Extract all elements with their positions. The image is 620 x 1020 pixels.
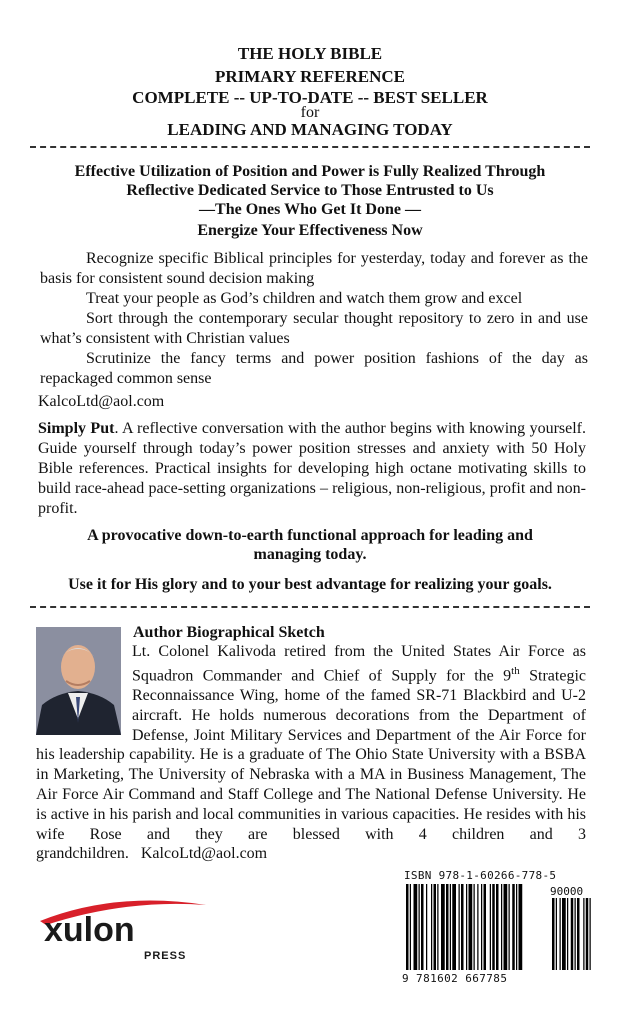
barcode-bar xyxy=(437,884,438,970)
barcode-bar xyxy=(512,884,515,970)
header-line-4: for xyxy=(300,104,320,121)
dashed-divider-top xyxy=(30,146,590,148)
publisher-name: xulon xyxy=(44,911,135,949)
barcode-bar xyxy=(441,884,445,970)
bullet-4: Scrutinize the fancy terms and power position fashions of the day as repackaged common sense xyxy=(40,350,588,387)
barcode-bar xyxy=(501,884,502,970)
tagline-line-1: Effective Utilization of Position and Power is Fully Realized Through xyxy=(74,163,546,180)
barcode-bar xyxy=(477,884,478,970)
simply-put-lead: Simply Put xyxy=(38,420,115,437)
addon-bar xyxy=(562,898,566,970)
header-line-2: PRIMARY REFERENCE xyxy=(214,67,406,86)
energize-heading: Energize Your Effectiveness Now xyxy=(197,222,423,239)
barcode-bar xyxy=(410,884,411,970)
addon-bar xyxy=(590,898,591,970)
barcode-bar xyxy=(431,884,432,970)
barcode-bar xyxy=(484,884,487,970)
barcode-bar xyxy=(452,884,456,970)
addon-bar xyxy=(552,898,555,970)
publisher-sub: PRESS xyxy=(144,950,187,962)
bio-title: Author Biographical Sketch xyxy=(133,624,325,641)
barcode-bar xyxy=(469,884,473,970)
barcode-bar xyxy=(481,884,482,970)
barcode-digits: 9 781602 667785 xyxy=(402,972,508,985)
barcode-bar xyxy=(426,884,427,970)
barcode-bar xyxy=(434,884,437,970)
barcode-bar xyxy=(450,884,451,970)
bullet-1: Recognize specific Biblical principles for yesterday, today and forever as the basis for consistent sound decision making xyxy=(40,250,588,287)
barcode-bar xyxy=(414,884,418,970)
bio-text-part-2: Strategic Reconnaissance Wing, home of the famed SR-71 Blackbird and U-2 aircraft. He holds numerous decorations from the Department of Defense, Joint Military Services and Department of the Air Force for his leadership capability. He is a graduate of The Ohio State University with a BSBA in Marketing, The University of Nebraska with a MA in Business Management, The Air Force Air Command and Staff College and The National Defense University. He is active in his parish and local communities in various capacities. He resides with his wife Rose and they are blessed with 4 children and 3 grandchildren. xyxy=(36,667,586,863)
barcode-bar xyxy=(461,884,464,970)
bullet-2: Treat your people as God’s children and watch them grow and excel xyxy=(86,290,523,307)
barcode-bar xyxy=(496,884,499,970)
glory-statement: Use it for His glory and to your best advantage for realizing your goals. xyxy=(68,576,552,593)
barcode-bar xyxy=(492,884,495,970)
barcode-bar xyxy=(490,884,491,970)
barcode-area xyxy=(398,868,604,1000)
barcode-bar xyxy=(406,884,409,970)
barcode-bar xyxy=(474,884,475,970)
addon-bar xyxy=(575,898,576,970)
barcode-bar xyxy=(516,884,517,970)
barcode-bar xyxy=(419,884,420,970)
addon-bar xyxy=(556,898,557,970)
addon-bar xyxy=(567,898,568,970)
barcode-bar xyxy=(459,884,460,970)
barcode-bar xyxy=(504,884,508,970)
isbn-text: ISBN 978-1-60266-778-5 xyxy=(404,869,557,882)
barcode-bar xyxy=(466,884,467,970)
bullet-3: Sort through the contemporary secular thought repository to zero in and use what’s consistent with Christian values xyxy=(40,310,588,347)
header-line-5: LEADING AND MANAGING TODAY xyxy=(167,120,453,139)
addon-bar xyxy=(583,898,584,970)
addon-bar xyxy=(586,898,589,970)
barcode-bar xyxy=(509,884,510,970)
dashed-divider-bottom xyxy=(30,606,590,608)
addon-bar xyxy=(560,898,561,970)
contact-email[interactable]: KalcoLtd@aol.com xyxy=(38,393,165,410)
tagline-line-3: —The Ones Who Get It Done — xyxy=(199,201,421,218)
simply-put-paragraph xyxy=(38,419,586,519)
bio-text-part-1: Lt. Colonel Kalivoda retired from the United States Air Force as Squadron Commander and Chief of Supply for the 9 xyxy=(132,643,586,685)
tagline-line-2: Reflective Dedicated Service to Those Entrusted to Us xyxy=(126,182,494,199)
header-line-1: THE HOLY BIBLE xyxy=(237,44,383,63)
addon-bar xyxy=(577,898,580,970)
bio-email[interactable]: KalcoLtd@aol.com xyxy=(140,845,268,863)
xulon-press-logo xyxy=(36,895,216,965)
header-line-3: COMPLETE -- UP-TO-DATE -- BEST SELLER xyxy=(132,88,488,107)
bio-superscript: th xyxy=(511,664,520,677)
bio-paragraph xyxy=(36,642,586,864)
barcode-bar xyxy=(421,884,424,970)
addon-bar xyxy=(571,898,574,970)
barcode-bar xyxy=(446,884,449,970)
simply-put-text: . A reflective conversation with the author begins with knowing yourself. Guide yourself through today’s power position stresses and anxiety with 50 Holy Bible references. Practical insights for developing high octane motivating skills to build race-ahead pace-setting organizations – religious, non-religious, profit and non-profit. xyxy=(38,420,587,517)
provocative-statement: A provocative down-to-earth functional approach for leading and managing today. xyxy=(87,527,533,563)
barcode-bar xyxy=(519,884,523,970)
price-addon-text: 90000 xyxy=(550,885,584,898)
